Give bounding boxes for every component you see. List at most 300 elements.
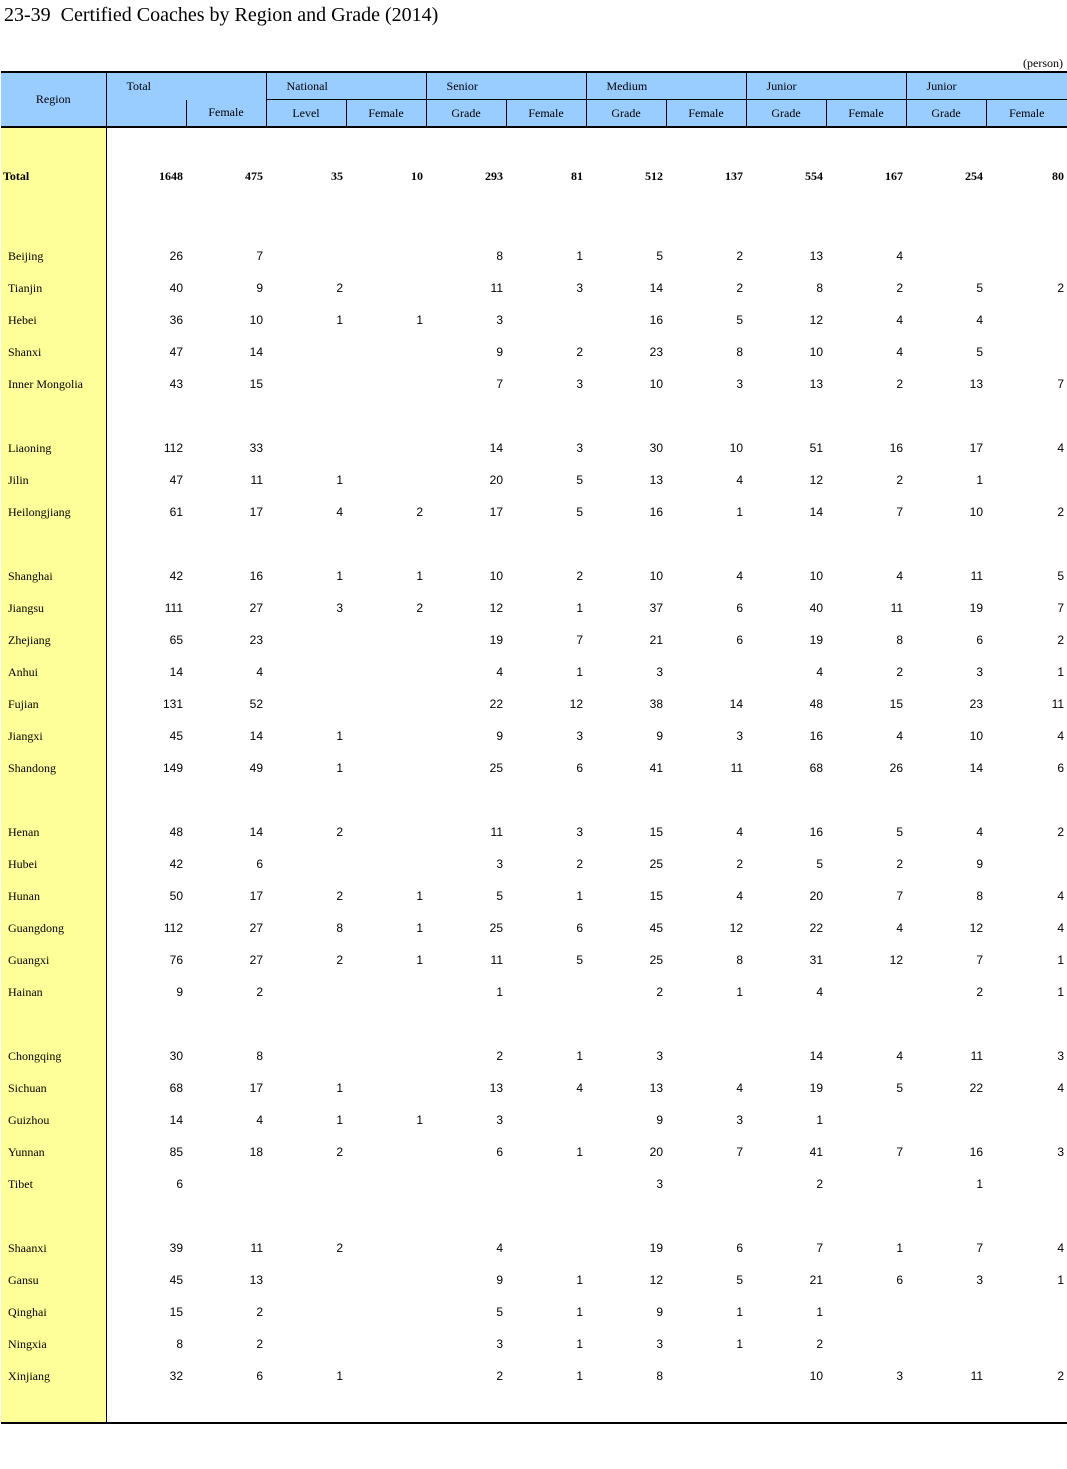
spacer-cell [106, 127, 186, 144]
value-cell: 11 [890, 601, 904, 615]
value-cell: 17 [249, 505, 263, 519]
value-cell: 8 [736, 345, 744, 359]
value-cell: 15 [889, 697, 904, 711]
value-cell: 4 [896, 313, 904, 327]
value-cell: 6 [256, 1369, 263, 1383]
spacer-cell [826, 1392, 906, 1423]
spacer-cell [186, 400, 266, 432]
value-cell: 30 [649, 441, 664, 455]
spacer-cell [746, 784, 826, 816]
value-cell: 68 [809, 761, 824, 775]
header-junior1-female: Female [826, 100, 906, 128]
value-cell [346, 1296, 426, 1328]
spacer-cell [186, 528, 266, 560]
value-cell: 512 [645, 168, 664, 183]
value-cell: 11 [970, 1369, 984, 1383]
value-cell: 9 [496, 1273, 504, 1287]
table-row [1, 944, 1067, 976]
value-cell: 4 [896, 921, 904, 935]
spacer-row [1, 208, 1067, 240]
spacer-cell [186, 1200, 266, 1232]
value-cell: 2 [576, 569, 584, 583]
value-cell: 3 [576, 377, 584, 391]
value-cell: 131 [162, 697, 183, 711]
value-cell: 23 [969, 697, 984, 711]
value-cell: 4 [896, 345, 904, 359]
value-cell: 1 [1057, 1273, 1065, 1287]
table-row [1, 880, 1067, 912]
spacer-row [1, 400, 1067, 432]
value-cell [426, 1168, 506, 1200]
value-cell: 2 [1057, 1369, 1065, 1383]
value-cell [266, 848, 346, 880]
spacer-cell [826, 1008, 906, 1040]
value-cell: 1 [576, 1337, 584, 1351]
spacer-cell [506, 784, 586, 816]
spacer-cell [186, 127, 266, 144]
value-cell: 5 [816, 857, 824, 871]
spacer-cell [106, 1200, 186, 1232]
region-cell: Hunan [1, 880, 106, 912]
value-cell: 2 [496, 1369, 504, 1383]
table-row [1, 592, 1067, 624]
value-cell: 32 [169, 1369, 183, 1383]
value-cell [826, 1104, 906, 1136]
region-cell: Inner Mongolia [1, 368, 106, 400]
value-cell: 2 [736, 249, 744, 263]
table-row [1, 1328, 1067, 1360]
header-national: National [266, 72, 426, 100]
value-cell: 25 [489, 921, 504, 935]
value-cell: 10 [649, 569, 664, 583]
header-senior-grade: Grade [426, 100, 506, 128]
table-row [1, 848, 1067, 880]
value-cell: 8 [496, 249, 504, 263]
header-national-level: Level [266, 100, 346, 128]
region-cell: Zhejiang [1, 624, 106, 656]
value-cell: 2 [1057, 281, 1065, 295]
spacer-cell [506, 1008, 586, 1040]
value-cell: 16 [889, 441, 904, 455]
value-cell: 3 [1057, 1145, 1065, 1159]
value-cell: 5 [656, 249, 664, 263]
value-cell: 3 [336, 601, 343, 615]
value-cell: 1 [336, 1113, 343, 1127]
value-cell: 6 [576, 921, 584, 935]
value-cell [346, 1360, 426, 1392]
value-cell [266, 336, 346, 368]
value-cell: 14 [649, 281, 664, 295]
region-cell: Jilin [1, 464, 106, 496]
value-cell [346, 720, 426, 752]
value-cell: 1 [416, 921, 424, 935]
value-cell: 2 [1057, 633, 1065, 647]
region-cell: Anhui [1, 656, 106, 688]
value-cell: 43 [169, 377, 183, 391]
spacer-cell [666, 1008, 746, 1040]
value-cell: 2 [896, 665, 904, 679]
value-cell: 2 [336, 825, 343, 839]
value-cell: 26 [169, 249, 183, 263]
spacer-cell [346, 1200, 426, 1232]
value-cell [906, 1328, 986, 1360]
value-cell: 4 [976, 313, 984, 327]
region-cell: Shandong [1, 752, 106, 784]
region-cell: Total [1, 144, 106, 208]
region-cell: Shaanxi [1, 1232, 106, 1264]
value-cell: 11 [490, 953, 504, 967]
spacer-cell [666, 400, 746, 432]
value-cell: 20 [649, 1145, 664, 1159]
value-cell: 4 [976, 825, 984, 839]
spacer-cell [346, 400, 426, 432]
spacer-cell [826, 127, 906, 144]
value-cell: 3 [496, 1113, 504, 1127]
value-cell: 1 [976, 1177, 984, 1191]
value-cell: 4 [336, 505, 343, 519]
value-cell [986, 464, 1067, 496]
value-cell: 41 [649, 761, 664, 775]
value-cell: 11 [970, 1049, 984, 1063]
spacer-cell [506, 208, 586, 240]
value-cell: 10 [489, 569, 504, 583]
value-cell: 167 [885, 168, 904, 183]
value-cell: 51 [809, 441, 824, 455]
value-cell: 4 [736, 889, 744, 903]
region-cell: Heilongjiang [1, 496, 106, 528]
spacer-cell [426, 1392, 506, 1423]
value-cell: 6 [576, 761, 584, 775]
value-cell: 19 [809, 1081, 824, 1095]
region-cell: Hainan [1, 976, 106, 1008]
value-cell: 21 [809, 1273, 824, 1287]
table-row [1, 1296, 1067, 1328]
value-cell: 1 [976, 473, 984, 487]
spacer-cell [1, 1200, 106, 1232]
value-cell: 4 [736, 569, 744, 583]
spacer-cell [746, 208, 826, 240]
value-cell [826, 1296, 906, 1328]
spacer-row [1, 1200, 1067, 1232]
spacer-cell [906, 1200, 986, 1232]
value-cell: 13 [249, 1273, 263, 1287]
spacer-cell [106, 208, 186, 240]
region-cell: Tianjin [1, 272, 106, 304]
value-cell: 112 [163, 921, 183, 935]
spacer-cell [826, 784, 906, 816]
spacer-cell [266, 127, 346, 144]
spacer-cell [426, 1200, 506, 1232]
spacer-cell [106, 400, 186, 432]
value-cell: 22 [489, 697, 504, 711]
value-cell: 10 [249, 313, 263, 327]
value-cell: 1 [416, 313, 424, 327]
spacer-cell [426, 400, 506, 432]
value-cell: 1 [336, 313, 343, 327]
value-cell [266, 1168, 346, 1200]
value-cell: 45 [649, 921, 664, 935]
spacer-cell [586, 1008, 666, 1040]
value-cell [266, 656, 346, 688]
value-cell [666, 656, 746, 688]
spacer-cell [746, 1392, 826, 1423]
value-cell [346, 1264, 426, 1296]
value-cell: 16 [969, 1145, 984, 1159]
spacer-cell [906, 127, 986, 144]
value-cell [346, 432, 426, 464]
value-cell: 4 [736, 473, 744, 487]
value-cell: 20 [809, 889, 824, 903]
value-cell: 11 [970, 569, 984, 583]
unit-label: (person) [1023, 56, 1063, 70]
spacer-cell [586, 1200, 666, 1232]
coaches-table [1, 71, 1067, 1424]
value-cell: 6 [1057, 761, 1065, 775]
value-cell: 1 [336, 729, 343, 743]
value-cell: 12 [969, 921, 984, 935]
value-cell: 17 [489, 505, 504, 519]
value-cell [346, 368, 426, 400]
value-cell: 14 [249, 825, 263, 839]
value-cell: 14 [809, 505, 824, 519]
value-cell: 3 [736, 1113, 744, 1127]
value-cell: 5 [736, 313, 744, 327]
value-cell: 48 [809, 697, 824, 711]
value-cell: 2 [576, 857, 584, 871]
spacer-cell [506, 1392, 586, 1423]
region-cell: Shanghai [1, 560, 106, 592]
value-cell: 7 [816, 1241, 824, 1255]
value-cell: 2 [336, 281, 343, 295]
value-cell: 6 [896, 1273, 904, 1287]
value-cell: 1 [576, 601, 584, 615]
value-cell [266, 1328, 346, 1360]
value-cell [986, 336, 1067, 368]
value-cell [986, 848, 1067, 880]
value-cell [506, 1232, 586, 1264]
table-row [1, 816, 1067, 848]
region-cell: Hubei [1, 848, 106, 880]
spacer-cell [746, 528, 826, 560]
value-cell [666, 1040, 746, 1072]
value-cell: 5 [896, 825, 904, 839]
value-cell: 8 [816, 281, 824, 295]
region-cell: Ningxia [1, 1328, 106, 1360]
value-cell: 1 [416, 889, 424, 903]
value-cell: 12 [889, 953, 904, 967]
value-cell: 5 [896, 1081, 904, 1095]
table-row [1, 656, 1067, 688]
value-cell [346, 816, 426, 848]
value-cell: 14 [489, 441, 504, 455]
value-cell: 38 [649, 697, 664, 711]
value-cell: 1 [576, 249, 584, 263]
value-cell: 13 [809, 377, 824, 391]
value-cell: 554 [805, 168, 824, 183]
value-cell: 4 [1057, 921, 1065, 935]
value-cell: 4 [1057, 441, 1065, 455]
value-cell: 8 [256, 1049, 263, 1063]
value-cell: 12 [569, 697, 584, 711]
value-cell: 1 [816, 1113, 824, 1127]
spacer-cell [346, 208, 426, 240]
value-cell: 48 [169, 825, 183, 839]
value-cell: 2 [336, 1145, 343, 1159]
value-cell: 7 [576, 633, 584, 647]
spacer-cell [186, 1008, 266, 1040]
region-cell: Guangxi [1, 944, 106, 976]
value-cell: 65 [169, 633, 183, 647]
value-cell: 2 [336, 889, 343, 903]
value-cell [986, 304, 1067, 336]
region-cell: Sichuan [1, 1072, 106, 1104]
value-cell [826, 1168, 906, 1200]
region-cell: Tibet [1, 1168, 106, 1200]
value-cell: 25 [649, 857, 664, 871]
value-cell: 3 [576, 825, 584, 839]
value-cell: 17 [969, 441, 984, 455]
spacer-cell [986, 528, 1067, 560]
value-cell: 16 [649, 505, 664, 519]
value-cell: 27 [249, 921, 263, 935]
spacer-cell [906, 784, 986, 816]
spacer-cell [906, 1392, 986, 1423]
table-row [1, 240, 1067, 272]
value-cell: 4 [896, 729, 904, 743]
value-cell: 8 [176, 1337, 183, 1351]
spacer-row [1, 784, 1067, 816]
value-cell: 6 [976, 633, 984, 647]
value-cell: 35 [331, 168, 343, 183]
spacer-row [1, 1008, 1067, 1040]
table-row [1, 336, 1067, 368]
value-cell: 13 [489, 1081, 504, 1095]
value-cell: 1 [576, 889, 584, 903]
spacer-cell [586, 127, 666, 144]
value-cell: 31 [809, 953, 824, 967]
value-cell: 1 [896, 1241, 904, 1255]
spacer-cell [666, 208, 746, 240]
value-cell: 10 [411, 168, 424, 183]
spacer-cell [186, 784, 266, 816]
value-cell [266, 368, 346, 400]
value-cell: 9 [496, 729, 504, 743]
region-cell: Gansu [1, 1264, 106, 1296]
spacer-cell [1, 784, 106, 816]
table-row [1, 304, 1067, 336]
value-cell: 3 [576, 441, 584, 455]
spacer-cell [426, 1008, 506, 1040]
header-medium: Medium [586, 72, 746, 100]
spacer-cell [266, 400, 346, 432]
spacer-cell [266, 1200, 346, 1232]
spacer-cell [826, 1200, 906, 1232]
value-cell: 111 [164, 601, 183, 615]
value-cell: 13 [649, 1081, 664, 1095]
value-cell: 1 [736, 505, 744, 519]
region-cell: Xinjiang [1, 1360, 106, 1392]
spacer-cell [906, 1008, 986, 1040]
value-cell [826, 1328, 906, 1360]
value-cell: 1 [496, 985, 504, 999]
spacer-row [1, 1392, 1067, 1423]
spacer-cell [426, 208, 506, 240]
value-cell: 25 [489, 761, 504, 775]
value-cell: 7 [1057, 377, 1065, 391]
region-cell: Hebei [1, 304, 106, 336]
value-cell: 4 [1057, 1241, 1065, 1255]
value-cell: 1 [416, 569, 424, 583]
value-cell: 16 [809, 825, 824, 839]
header-junior-1: Junior [746, 72, 906, 100]
spacer-cell [346, 1392, 426, 1423]
spacer-cell [426, 528, 506, 560]
value-cell: 15 [649, 825, 664, 839]
value-cell [346, 1072, 426, 1104]
value-cell [266, 432, 346, 464]
value-cell [826, 976, 906, 1008]
value-cell: 4 [576, 1081, 584, 1095]
spacer-cell [906, 400, 986, 432]
value-cell: 7 [256, 249, 263, 263]
value-cell: 45 [169, 1273, 183, 1287]
value-cell: 1 [576, 665, 584, 679]
value-cell: 6 [736, 601, 744, 615]
value-cell: 2 [496, 1049, 504, 1063]
value-cell: 4 [816, 665, 824, 679]
spacer-cell [106, 784, 186, 816]
value-cell: 7 [496, 377, 504, 391]
value-cell [986, 1104, 1067, 1136]
value-cell: 14 [169, 1113, 183, 1127]
value-cell: 3 [656, 1049, 664, 1063]
spacer-cell [986, 208, 1067, 240]
value-cell: 2 [416, 601, 424, 615]
value-cell [346, 240, 426, 272]
value-cell: 2 [896, 473, 904, 487]
value-cell: 85 [169, 1145, 183, 1159]
value-cell: 36 [169, 313, 183, 327]
value-cell: 3 [576, 729, 584, 743]
value-cell: 10 [729, 441, 744, 455]
value-cell: 9 [656, 1113, 664, 1127]
value-cell [506, 976, 586, 1008]
header-medium-female: Female [666, 100, 746, 128]
value-cell: 81 [571, 168, 584, 183]
value-cell: 9 [656, 729, 664, 743]
value-cell: 3 [496, 313, 504, 327]
value-cell: 149 [162, 761, 183, 775]
region-cell: Qinghai [1, 1296, 106, 1328]
value-cell: 254 [965, 168, 984, 183]
value-cell: 39 [169, 1241, 183, 1255]
value-cell: 2 [256, 1305, 263, 1319]
value-cell: 47 [169, 345, 183, 359]
value-cell: 5 [576, 473, 584, 487]
value-cell: 26 [889, 761, 904, 775]
spacer-cell [826, 528, 906, 560]
value-cell [666, 1360, 746, 1392]
region-cell: Fujian [1, 688, 106, 720]
value-cell: 12 [729, 921, 744, 935]
table-row [1, 272, 1067, 304]
value-cell: 3 [896, 1369, 904, 1383]
value-cell: 76 [169, 953, 183, 967]
value-cell: 10 [649, 377, 664, 391]
value-cell: 7 [896, 1145, 904, 1159]
value-cell: 12 [809, 473, 824, 487]
spacer-cell [666, 1392, 746, 1423]
